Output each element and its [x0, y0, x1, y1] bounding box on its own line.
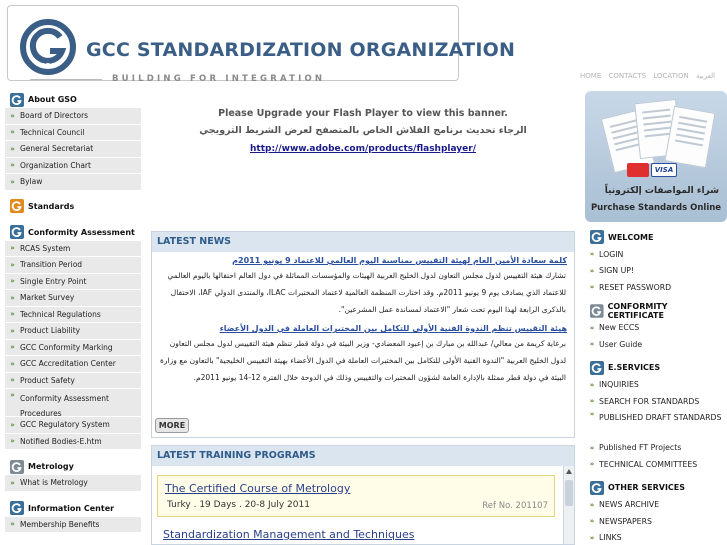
gso-g-orange-icon: [10, 199, 24, 213]
double-arrow-icon: »: [10, 128, 15, 137]
double-arrow-icon: »: [10, 437, 15, 446]
double-arrow-icon: »: [10, 310, 15, 319]
double-arrow-icon: »: [589, 380, 595, 389]
double-arrow-icon: »: [10, 177, 15, 186]
top-link-contacts[interactable]: CONTACTS: [608, 72, 647, 80]
sidebar-item-board[interactable]: » Board of Directors: [5, 108, 141, 125]
metrology-header[interactable]: [5, 458, 141, 475]
published-draft-link[interactable]: » PUBLISHED DRAFT STANDARDS: [585, 410, 723, 440]
double-arrow-icon: »: [10, 391, 15, 399]
header: [0, 0, 727, 90]
sidebar-item-rcas[interactable]: » RCAS System: [5, 241, 141, 258]
conformity-header[interactable]: [5, 224, 141, 241]
eservices-header: [585, 359, 723, 377]
sidebar-item-technical-council[interactable]: » Technical Council: [5, 125, 141, 142]
double-arrow-icon: »: [589, 443, 595, 452]
sidebar-item-membership-benefits[interactable]: » Membership Benefits: [5, 517, 141, 534]
top-link-arabic[interactable]: العربية: [695, 72, 716, 80]
gso-g-gray-icon: [10, 460, 24, 474]
top-link-home[interactable]: HOME: [580, 72, 602, 80]
double-arrow-icon: »: [589, 409, 595, 418]
course-card[interactable]: [157, 475, 555, 517]
conformity-title: Conformity Assessment: [28, 227, 135, 237]
certificate-header: [585, 302, 723, 320]
banner-text-english: Purchase Standards Online: [590, 203, 722, 213]
metrology-group: [5, 458, 141, 492]
about-title: About GSO: [28, 95, 77, 104]
latest-training-title: LATEST TRAINING PROGRAMS: [152, 446, 574, 466]
sidebar-item-market-survey[interactable]: » Market Survey: [5, 290, 141, 307]
double-arrow-icon: »: [589, 397, 595, 406]
sidebar-item-organization-chart[interactable]: » Organization Chart: [5, 158, 141, 175]
standards-header[interactable]: [5, 197, 141, 216]
logo-banner[interactable]: [7, 5, 516, 81]
standards-title: Standards: [28, 201, 75, 211]
sidebar-item-transition[interactable]: » Transition Period: [5, 257, 141, 274]
double-arrow-icon: »: [10, 359, 15, 368]
news-body-2: برعاية كريمة من معالي/ عبدالله بن مبارك بن إعبود المعضادي- وزير البيئة في دولة قطر تنظم هيئة التقييس لدول مجلس التعاون لدول الخليج العربية "الندوة الفنية الأولى للتكامل بين المختبرات العاملة في الدول الأعضاء بهيئة التقييس الخليجية" بالتعاون مع وزارة البيئة في دولة قطر ممثلة بالإدارة العامة لشؤون المختبرات والتقييس وذلك في الدوحة خلال الفترة 12-14 يونيو 2011م.: [159, 339, 566, 382]
links-link[interactable]: » LINKS: [585, 530, 723, 545]
tagline-divider: [30, 79, 102, 80]
purchase-standards-banner[interactable]: [585, 91, 727, 222]
other-services-title: OTHER SERVICES: [608, 483, 686, 492]
search-standards-link[interactable]: » SEARCH FOR STANDARDS: [585, 393, 723, 410]
double-arrow-icon: »: [589, 323, 595, 332]
double-arrow-icon: »: [589, 283, 595, 292]
top-links: [580, 72, 720, 80]
sidebar-item-single-entry[interactable]: » Single Entry Point: [5, 274, 141, 291]
other-services-group: [585, 479, 723, 545]
sidebar-item-notified-bodies[interactable]: » Notified Bodies-E.htm: [5, 434, 141, 451]
more-button[interactable]: MORE: [155, 418, 189, 433]
login-link[interactable]: » LOGIN: [585, 246, 723, 263]
double-arrow-icon: »: [589, 340, 595, 349]
published-ft-link[interactable]: » Published FT Projects: [585, 440, 723, 457]
left-sidebar: [5, 91, 141, 539]
welcome-group: [585, 228, 723, 296]
conformity-group: [5, 224, 141, 451]
double-arrow-icon: »: [10, 420, 15, 429]
flash-download-link[interactable]: http://www.adobe.com/products/flashplayer/: [250, 144, 476, 154]
gso-g-icon: [10, 93, 24, 107]
double-arrow-icon: »: [10, 343, 15, 352]
double-arrow-icon: »: [10, 376, 15, 385]
tagline: BUILDING FOR INTEGRATION: [112, 74, 326, 84]
news-body-1: تشارك هيئة التقييس لدول مجلس التعاون لدول الخليج العربية الهيئات والمؤسسات المماثلة في دول العالم احتفالها باليوم العالمي للاعتماد الذي يصادف يوم 9 يونيو 2011م. وقد اختارت المنظمة العالمية لاعتماد المختبرات ILAC، والمنتدى الدولي IAF، الاحتفال بالذكرى الرابعة لهذا اليوم تحت شعار "الاعتماد لمساندة عمل المشرعين".: [167, 271, 566, 314]
double-arrow-icon: »: [589, 533, 595, 542]
gso-g-icon: [590, 361, 604, 375]
right-sidebar: [585, 228, 723, 545]
double-arrow-icon: »: [589, 266, 595, 275]
sidebar-item-ca-procedures[interactable]: » Conformity Assessment Procedures: [5, 389, 141, 417]
latest-news-title: LATEST NEWS: [152, 232, 574, 252]
double-arrow-icon: »: [10, 478, 15, 487]
sidebar-item-technical-regulations[interactable]: » Technical Regulations: [5, 307, 141, 324]
welcome-title: WELCOME: [608, 232, 654, 242]
double-arrow-icon: »: [589, 250, 595, 259]
banner-text-arabic: شراء المواصفات إلكترونياً: [604, 186, 719, 196]
about-header[interactable]: [5, 91, 141, 108]
sign-up-link[interactable]: » SIGN UP!: [585, 263, 723, 280]
other-services-header: [585, 479, 723, 497]
training-scrollbar[interactable]: [563, 466, 574, 545]
double-arrow-icon: »: [10, 277, 15, 286]
double-arrow-icon: »: [10, 293, 15, 302]
gso-g-icon: [10, 501, 24, 515]
standards-group: [5, 197, 141, 216]
sidebar-item-conformity-marking[interactable]: » GCC Conformity Marking: [5, 340, 141, 357]
sidebar-item-product-liability[interactable]: » Product Liability: [5, 323, 141, 340]
double-arrow-icon: »: [10, 144, 15, 153]
metrology-title: Metrology: [28, 462, 74, 471]
flash-message-arabic: الرجاء تحديث برنامج الفلاش الخاص بالمتصفح لعرض الشريط الترويجي: [199, 125, 527, 136]
newspapers-link[interactable]: » NEWSPAPERS: [585, 513, 723, 530]
visa-card-icon: VISA: [651, 163, 677, 177]
mastercard-icon: [627, 163, 649, 177]
technical-committees-link[interactable]: » TECHNICAL COMMITTEES: [585, 456, 723, 473]
information-group: [5, 500, 141, 534]
sidebar-item-accreditation-center[interactable]: » GCC Accreditation Center: [5, 356, 141, 373]
news-archive-link[interactable]: » NEWS ARCHIVE: [585, 497, 723, 514]
latest-training-panel: [151, 445, 575, 545]
double-arrow-icon: »: [589, 517, 595, 526]
sidebar-item-general-secretariat[interactable]: » General Secretariat: [5, 141, 141, 158]
information-title: Information Center: [28, 503, 115, 513]
scroll-up-icon[interactable]: [566, 469, 572, 474]
welcome-header: [585, 228, 723, 246]
double-arrow-icon: »: [10, 260, 15, 269]
sidebar-item-what-is-metrology[interactable]: » What is Metrology: [5, 475, 141, 492]
news-headline-1[interactable]: كلمة سعادة الأمين العام لهيئة التقييس بمناسبة اليوم العالمي للاعتماد 9 يونيو 2011م: [232, 256, 567, 265]
document-icon: [664, 106, 715, 168]
double-arrow-icon: »: [10, 244, 15, 253]
sidebar-item-bylaw[interactable]: » Bylaw: [5, 174, 141, 191]
latest-news-panel: [151, 231, 575, 438]
flash-notice: [151, 108, 575, 154]
user-guide-link[interactable]: » User Guide: [585, 336, 723, 353]
inquiries-link[interactable]: » INQUIRIES: [585, 377, 723, 394]
org-name: GCC STANDARDIZATION ORGANIZATION: [86, 39, 516, 61]
certificate-group: [585, 302, 723, 353]
gso-g-icon: [590, 230, 604, 244]
news-headline-2[interactable]: هيئة التقييس تنظم الندوة الفنية الأولى للتكامل بين المختبرات العاملة في الدول الأعضاء: [219, 324, 567, 333]
eservices-title: E.SERVICES: [608, 363, 661, 372]
about-group: [5, 91, 141, 191]
gso-logo-icon: [20, 19, 76, 75]
certificate-title: CONFORMITY CERTIFICATE: [607, 301, 668, 320]
course-title-2[interactable]: Standardization Management and Techniques: [163, 528, 415, 541]
reset-password-link[interactable]: » RESET PASSWORD: [585, 279, 723, 296]
gso-g-gray-icon: [590, 304, 604, 318]
logo-text: GSO: [39, 62, 57, 70]
gso-g-icon: [590, 481, 604, 495]
sidebar-item-product-safety[interactable]: » Product Safety: [5, 373, 141, 390]
top-link-location[interactable]: LOCATION: [653, 72, 689, 80]
double-arrow-icon: »: [10, 161, 15, 170]
course-title[interactable]: The Certified Course of Metrology: [165, 482, 351, 495]
double-arrow-icon: »: [10, 111, 15, 120]
information-header[interactable]: [5, 500, 141, 517]
scroll-thumb[interactable]: [565, 480, 573, 506]
eservices-group: [585, 359, 723, 473]
double-arrow-icon: »: [10, 520, 15, 529]
gso-g-icon: [10, 225, 24, 239]
sidebar-item-regulatory-system[interactable]: » GCC Regulatory System: [5, 417, 141, 434]
course-ref: Ref No. 201107: [482, 501, 548, 511]
course-meta: Turky . 19 Days . 20-8 July 2011: [167, 500, 310, 510]
double-arrow-icon: »: [589, 500, 595, 509]
double-arrow-icon: »: [589, 460, 595, 469]
flash-message-english: Please Upgrade your Flash Player to view this banner.: [218, 108, 508, 119]
new-eccs-link[interactable]: » New ECCS: [585, 320, 723, 337]
double-arrow-icon: »: [10, 326, 15, 335]
